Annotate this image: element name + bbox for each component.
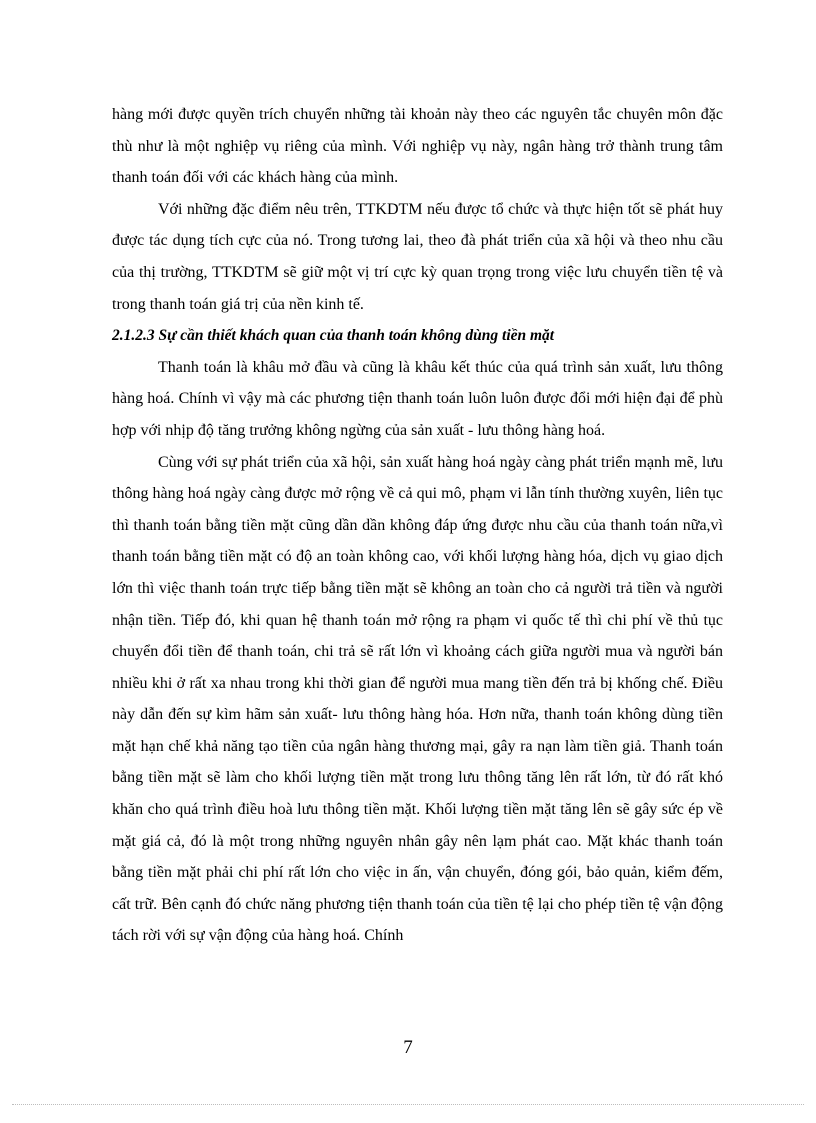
body-text bbox=[112, 99, 723, 952]
page-number: 7 bbox=[403, 1037, 413, 1058]
section-heading: 2.1.2.3 Sự cần thiết khách quan của thanh toán không dùng tiền mặt bbox=[112, 327, 555, 345]
paragraph-3: Thanh toán là khâu mở đầu và cũng là khâu kết thúc của quá trình sản xuất, lưu thông hàng hoá. Chính vì vậy mà các phương tiện thanh toán luôn luôn được đổi mới hiện đại để phù hợp với nhịp độ tăng trưởng không ngừng của sản xuất - lưu thông hàng hoá. bbox=[112, 358, 723, 439]
paragraph-2: Với những đặc điểm nêu trên, TTKDTM nếu được tổ chức và thực hiện tốt sẽ phát huy được tác dụng tích cực của nó. Trong tương lai, theo đà phát triển của xã hội và theo nhu cầu của thị trường, TTKDTM sẽ giữ một vị trí cực kỳ quan trọng trong việc lưu chuyển tiền tệ và trong thanh toán giá trị của nền kinh tế. bbox=[112, 200, 723, 313]
paragraph-4: Cùng với sự phát triển của xã hội, sản xuất hàng hoá ngày càng phát triển mạnh mẽ, lưu thông hàng hoá ngày càng được mở rộng về cả qui mô, phạm vi lẫn tính thường xuyên, liên tục thì thanh toán bằng tiền mặt cũng dần dần không đáp ứng được nhu cầu của thanh toán nữa,vì thanh toán bằng tiền mặt có độ an toàn không cao, với khối lượng hàng hóa, dịch vụ giao dịch lớn thì việc thanh toán trực tiếp bằng tiền mặt sẽ không an toàn cho cả người trả tiền và người nhận tiền. Tiếp đó, khi quan hệ thanh toán mở rộng ra phạm vi quốc tế thì chi phí về thủ tục chuyển đổi tiền để thanh toán, chi trả sẽ rất lớn vì khoảng cách giữa người mua và người bán nhiều khi ở rất xa nhau trong khi thời gian để người mua mang tiền đến trả bị khống chế. Điều này dẫn đến sự kìm hãm sản xuất- lưu thông hàng hóa. Hơn nữa, thanh toán không dùng tiền mặt hạn chế khả năng tạo tiền của ngân hàng thương mại, gây ra nạn làm tiền giả. Thanh toán bằng tiền mặt sẽ làm cho khối lượng tiền mặt trong lưu thông tăng lên rất lớn, từ đó rất khó khăn cho quá trình điều hoà lưu thông tiền mặt. Khối lượng tiền mặt tăng lên sẽ gây sức ép về mặt giá cả, đó là một trong những nguyên nhân gây nên lạm phát cao. Mặt khác thanh toán bằng tiền mặt phải chi phí rất lớn cho việc in ấn, vận chuyển, đóng gói, bảo quản, kiểm đếm, cất trữ. Bên cạnh đó chức năng phương tiện thanh toán của tiền tệ lại cho phép tiền tệ vận động tách rời với sự vận động của hàng hoá. Chính bbox=[112, 453, 723, 945]
page-bottom-divider bbox=[12, 1104, 804, 1105]
paragraph-1: hàng mới được quyền trích chuyển những tài khoản này theo các nguyên tắc chuyên môn đặc thù như là một nghiệp vụ riêng của mình. Với nghiệp vụ này, ngân hàng trở thành trung tâm thanh toán đối với các khách hàng của mình. bbox=[112, 106, 723, 187]
